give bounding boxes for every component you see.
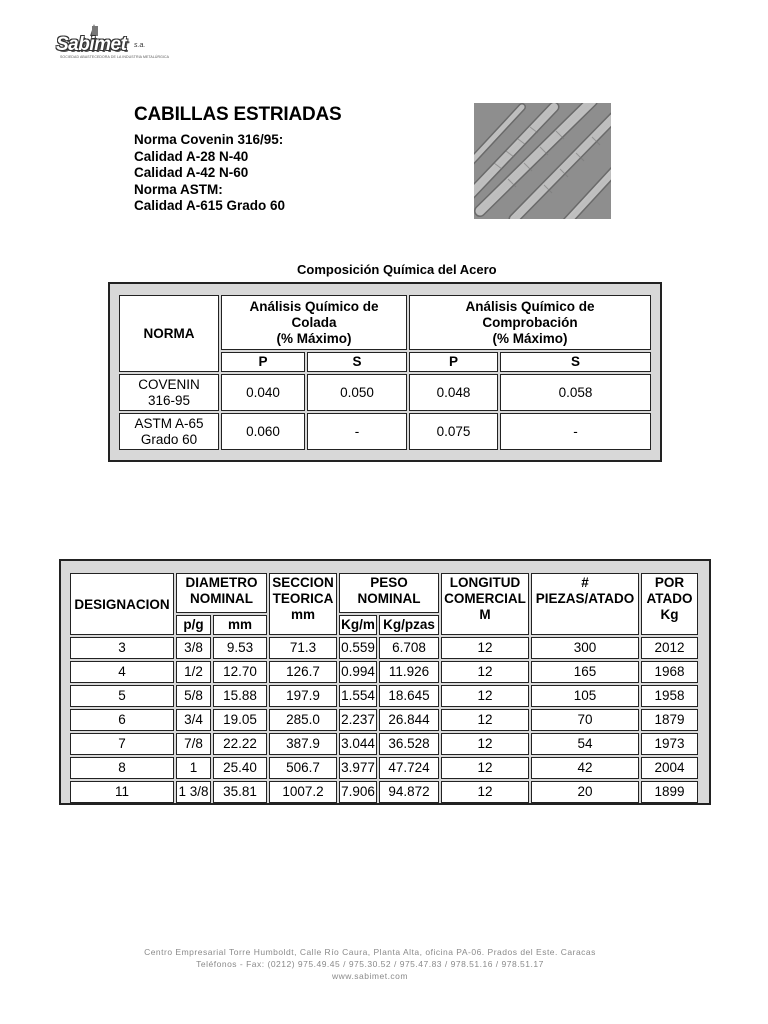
pg-cell: 1 3/8 — [176, 781, 211, 803]
kgm-cell: 3.044 — [339, 733, 377, 755]
header-line: PIEZAS/ATADO — [535, 591, 635, 606]
comprobacion-header — [409, 295, 651, 350]
kgm-cell: 7.906 — [339, 781, 377, 803]
por-atado-header — [641, 573, 698, 635]
por-atado-cell: 1879 — [641, 709, 698, 731]
table-row — [70, 757, 698, 779]
piezas-cell: 54 — [531, 733, 639, 755]
sub-header-p: P — [409, 352, 498, 372]
norma-header: NORMA — [119, 295, 219, 372]
seccion-header — [269, 573, 337, 635]
header-line: NOMINAL — [357, 591, 421, 606]
kgpzas-cell: 6.708 — [379, 637, 439, 659]
specs-table — [68, 571, 700, 805]
longitud-cell: 12 — [441, 685, 529, 707]
piezas-cell: 42 — [531, 757, 639, 779]
seccion-cell: 71.3 — [269, 637, 337, 659]
norma-cell — [119, 374, 219, 411]
header-line: M — [479, 607, 491, 622]
table-row — [70, 733, 698, 755]
header-line: PESO — [370, 575, 408, 590]
header-line: mm — [290, 607, 315, 622]
logo-tagline: SOCIEDAD ABASTECEDORA DE LA INDUSTRIA METALÚRGICA — [60, 55, 170, 59]
page-footer — [0, 946, 740, 982]
piezas-cell: 300 — [531, 637, 639, 659]
designacion-cell: 3 — [70, 637, 174, 659]
kgm-cell: 1.554 — [339, 685, 377, 707]
mm-cell: 9.53 — [213, 637, 267, 659]
longitud-cell: 12 — [441, 661, 529, 683]
spec-line: Norma Covenin 316/95: — [134, 132, 284, 147]
sub-header-p: P — [221, 352, 305, 372]
header-line: (% Máximo) — [276, 330, 352, 346]
rebar-photo-icon — [474, 103, 611, 219]
mm-cell: 15.88 — [213, 685, 267, 707]
sub-header-pg: p/g — [176, 615, 211, 635]
por-atado-cell: 1958 — [641, 685, 698, 707]
table-row — [70, 781, 698, 803]
norma-line: 316-95 — [147, 392, 191, 408]
logo-suffix: s.a. — [134, 42, 146, 49]
piezas-header — [531, 573, 639, 635]
seccion-cell: 387.9 — [269, 733, 337, 755]
table-row — [70, 685, 698, 707]
kgpzas-cell: 26.844 — [379, 709, 439, 731]
sub-header-kgpzas: Kg/pzas — [379, 615, 439, 635]
company-logo — [50, 22, 170, 64]
kgpzas-cell: 18.645 — [379, 685, 439, 707]
chemistry-table — [117, 293, 653, 452]
por-atado-cell: 2004 — [641, 757, 698, 779]
kgm-cell: 0.559 — [339, 637, 377, 659]
header-line: ATADO — [646, 591, 693, 606]
header-line: NOMINAL — [190, 591, 253, 606]
norma-line: ASTM A-65 — [134, 415, 204, 431]
table-row — [119, 374, 651, 411]
diametro-header — [176, 573, 267, 613]
longitud-cell: 12 — [441, 733, 529, 755]
page-title: CABILLAS ESTRIADAS — [134, 104, 342, 125]
table-row — [70, 709, 698, 731]
chemistry-table-frame — [108, 282, 662, 462]
designacion-header: DESIGNACION — [70, 573, 174, 635]
header-line: COMERCIAL — [444, 591, 526, 606]
rebar-photo — [474, 103, 611, 219]
header-line: DIAMETRO — [185, 575, 258, 590]
spec-line: Norma ASTM: — [134, 181, 223, 197]
piezas-cell: 20 — [531, 781, 639, 803]
value-cell: 0.058 — [500, 374, 651, 411]
por-atado-cell: 1968 — [641, 661, 698, 683]
header-line: Kg — [660, 607, 679, 622]
pg-cell: 7/8 — [176, 733, 211, 755]
kgpzas-cell: 11.926 — [379, 661, 439, 683]
designacion-cell: 8 — [70, 757, 174, 779]
header-line: Comprobación — [482, 314, 578, 330]
value-cell: 0.050 — [307, 374, 407, 411]
kgm-cell: 3.977 — [339, 757, 377, 779]
table-row — [70, 637, 698, 659]
longitud-cell: 12 — [441, 637, 529, 659]
kgm-cell: 0.994 — [339, 661, 377, 683]
mm-cell: 12.70 — [213, 661, 267, 683]
spec-line: Calidad A-28 N-40 — [134, 148, 249, 164]
designacion-cell: 5 — [70, 685, 174, 707]
sub-header-s: S — [307, 352, 407, 372]
value-cell: - — [500, 413, 651, 450]
specs-table-frame — [59, 559, 711, 805]
header-line: Análisis Químico de — [465, 298, 595, 314]
por-atado-cell: 1973 — [641, 733, 698, 755]
table-row — [70, 661, 698, 683]
sub-header-kgm: Kg/m — [339, 615, 377, 635]
kgm-cell: 2.237 — [339, 709, 377, 731]
header-line: POR — [654, 575, 685, 590]
footer-phones: Teléfonos - Fax: (0212) 975.49.45 / 975.30.52 / 975.47.83 / 978.51.16 / 978.51.17 — [196, 959, 544, 969]
header-line: # — [581, 575, 589, 590]
colada-header — [221, 295, 407, 350]
kgpzas-cell: 36.528 — [379, 733, 439, 755]
spec-line: Calidad A-615 Grado 60 — [134, 198, 286, 213]
mm-cell: 35.81 — [213, 781, 267, 803]
por-atado-cell: 1899 — [641, 781, 698, 803]
piezas-cell: 165 — [531, 661, 639, 683]
mm-cell: 22.22 — [213, 733, 267, 755]
designacion-cell: 7 — [70, 733, 174, 755]
pg-cell: 3/4 — [176, 709, 211, 731]
value-cell: - — [307, 413, 407, 450]
kgpzas-cell: 94.872 — [379, 781, 439, 803]
mm-cell: 25.40 — [213, 757, 267, 779]
designacion-cell: 4 — [70, 661, 174, 683]
header-line: (% Máximo) — [492, 330, 568, 346]
designacion-cell: 6 — [70, 709, 174, 731]
seccion-cell: 506.7 — [269, 757, 337, 779]
pg-cell: 5/8 — [176, 685, 211, 707]
por-atado-cell: 2012 — [641, 637, 698, 659]
mm-cell: 19.05 — [213, 709, 267, 731]
pg-cell: 1 — [176, 757, 211, 779]
norma-line: COVENIN — [138, 376, 200, 392]
chemistry-caption: Composición Química del Acero — [297, 262, 497, 277]
designacion-cell: 11 — [70, 781, 174, 803]
longitud-cell: 12 — [441, 781, 529, 803]
norma-line: Grado 60 — [140, 431, 198, 447]
kgpzas-cell: 47.724 — [379, 757, 439, 779]
pg-cell: 1/2 — [176, 661, 211, 683]
header-line: TEORICA — [272, 591, 334, 606]
seccion-cell: 285.0 — [269, 709, 337, 731]
sub-header-s: S — [500, 352, 651, 372]
longitud-cell: 12 — [441, 709, 529, 731]
seccion-cell: 1007.2 — [269, 781, 337, 803]
header-line: Colada — [291, 314, 337, 330]
value-cell: 0.048 — [409, 374, 498, 411]
product-heading — [134, 104, 342, 215]
header-line: LONGITUD — [449, 575, 521, 590]
footer-address: Centro Empresarial Torre Humboldt, Calle Río Caura, Planta Alta, oficina PA-06. Prados del Este. Caracas — [144, 947, 596, 957]
header-line: SECCION — [272, 575, 334, 590]
value-cell: 0.040 — [221, 374, 305, 411]
seccion-cell: 197.9 — [269, 685, 337, 707]
norma-cell — [119, 413, 219, 450]
longitud-cell: 12 — [441, 757, 529, 779]
logo-word: Sabimet — [56, 34, 127, 55]
sub-header-mm: mm — [213, 615, 267, 635]
seccion-cell: 126.7 — [269, 661, 337, 683]
footer-website-link[interactable]: www.sabimet.com — [332, 971, 408, 981]
value-cell: 0.060 — [221, 413, 305, 450]
pg-cell: 3/8 — [176, 637, 211, 659]
spec-line: Calidad A-42 N-60 — [134, 165, 249, 180]
header-line: Análisis Químico de — [249, 298, 379, 314]
table-row — [119, 413, 651, 450]
value-cell: 0.075 — [409, 413, 498, 450]
longitud-header — [441, 573, 529, 635]
peso-header — [339, 573, 439, 613]
piezas-cell: 70 — [531, 709, 639, 731]
piezas-cell: 105 — [531, 685, 639, 707]
